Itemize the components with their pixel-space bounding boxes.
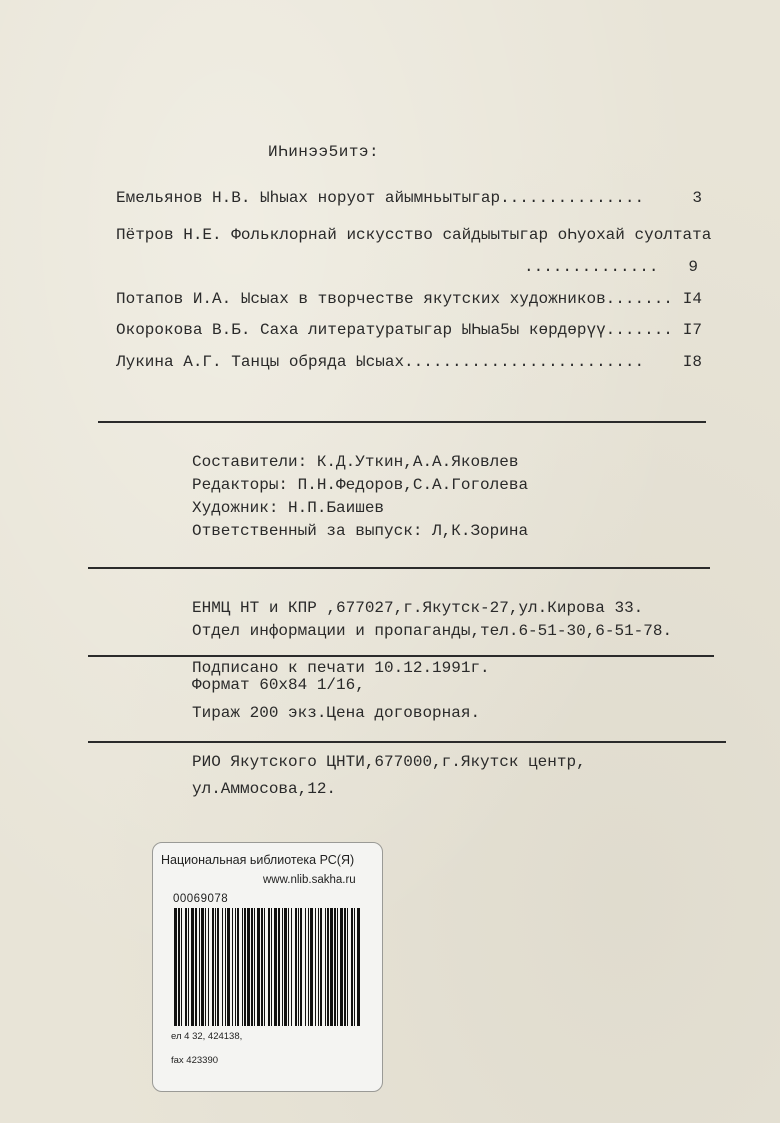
credits-block (192, 451, 528, 543)
toc-entry-page: I8 (682, 353, 702, 371)
library-phone: ел 4 32, 424138, (171, 1031, 243, 1042)
divider-line (98, 421, 706, 423)
publisher-line: Отдел информации и пропаганды,тел.6-51-30,6-51-78. (192, 622, 673, 640)
toc-entry (116, 351, 702, 373)
printer-block (192, 749, 586, 803)
printer-line: РИО Якутского ЦНТИ,677000,г.Якутск центр, (192, 753, 586, 771)
toc-entry-text: Потапов И.А. Ысыах в творчестве якутских художников....... (116, 290, 673, 308)
printer-line: ул.Аммосова,12. (192, 780, 337, 798)
credits-line: Составители: К.Д.Уткин,А.А.Яковлев (192, 453, 519, 471)
publisher-line: ЕНМЦ НТ и КПР ,677027,г.Якутск-27,ул.Кирова 33. (192, 599, 644, 617)
publisher-block (192, 597, 672, 643)
library-website: www.nlib.sakha.ru (263, 874, 356, 886)
print-info-line: Подписано к печати 10.12.1991г. (192, 659, 490, 677)
toc-entry (116, 288, 702, 310)
print-info-block (192, 660, 490, 722)
toc-entry (116, 319, 702, 341)
table-of-contents (116, 187, 712, 373)
divider-line (88, 741, 726, 743)
toc-entry-page: I4 (682, 290, 702, 308)
toc-entry (116, 187, 702, 209)
toc-entry-continuation (116, 256, 702, 278)
barcode-icon (173, 908, 363, 1026)
toc-entry-text: .............. (524, 258, 659, 276)
credits-line: Художник: Н.П.Баишев (192, 499, 385, 517)
contents-heading: ИҺинээ5итэ: (268, 143, 380, 161)
toc-entry-text: Пётров Н.Е. Фольклорнай искусство сайдыытыгар оҺуохай суолтата (116, 226, 712, 244)
toc-entry (116, 224, 712, 246)
credits-line: Редакторы: П.Н.Федоров,С.А.Гоголева (192, 476, 529, 494)
toc-entry-text: Лукина А.Г. Танцы обряда Ысыах......................... (116, 353, 645, 371)
toc-entry-page: 9 (688, 258, 698, 276)
print-info-line: Тираж 200 экз.Цена договорная. (192, 704, 481, 722)
toc-entry-page: I7 (682, 321, 702, 339)
credits-line: Ответственный за выпуск: Л,К.Зорина (192, 522, 529, 540)
library-fax: fax 423390 (171, 1055, 219, 1066)
print-info-line: Формат 60х84 1/16, (192, 676, 365, 694)
toc-entry-text: Емельянов Н.В. Ыһыах норуот айымньытыгар............... (116, 189, 645, 207)
divider-line (88, 567, 710, 569)
toc-entry-text: Окорокова В.Б. Саха литературатыгар ЫҺыа5ы көрдөрүү....... (116, 321, 673, 339)
library-barcode-sticker (152, 842, 383, 1092)
divider-line (88, 655, 714, 657)
barcode-number: 00069078 (173, 893, 229, 905)
library-name: Национальная ьиблиотека РС(Я) (161, 853, 355, 867)
toc-entry-page: 3 (692, 189, 702, 207)
